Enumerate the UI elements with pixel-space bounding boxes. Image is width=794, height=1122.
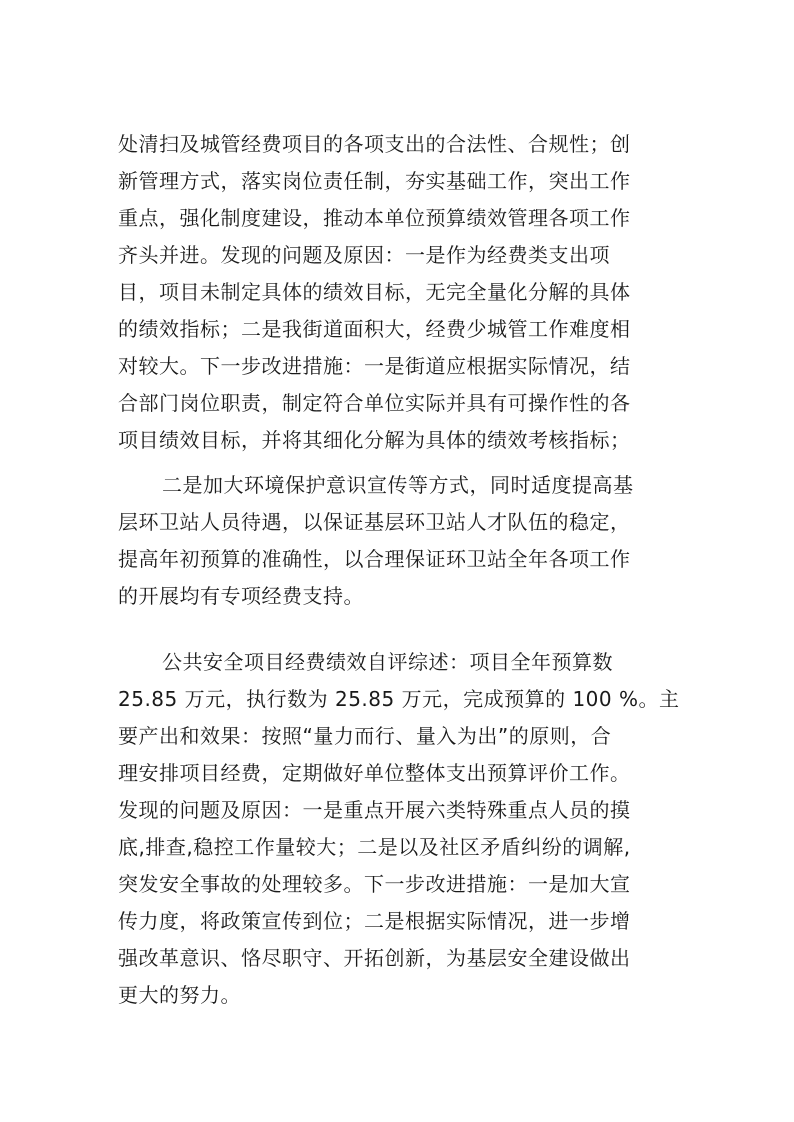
text-line: 公共安全项目经费绩效自评综述：项目全年预算数 (162, 650, 613, 674)
text-line: 强改革意识、恪尽职守、开拓创新，为基层安全建设做出 (118, 946, 631, 970)
text-line: 传力度，将政策宣传到位；二是根据实际情况，进一步增 (118, 909, 631, 933)
text-line: 底,排查,稳控工作量较大；二是以及社区矛盾纠纷的调解, (118, 835, 631, 859)
text-line: 对较大。下一步改进措施：一是街道应根据实际情况，结 (118, 354, 631, 378)
text-line: 新管理方式，落实岗位责任制，夯实基础工作，突出工作 (118, 169, 631, 193)
text-line: 二是加大环境保护意识宣传等方式，同时适度提高基 (162, 473, 634, 497)
paragraph-2 (118, 467, 678, 615)
text-line: 目，项目未制定具体的绩效目标，无完全量化分解的具体 (118, 280, 631, 304)
text-line: 的绩效指标；二是我街道面积大，经费少城管工作难度相 (118, 317, 631, 341)
text-line: 发现的问题及原因：一是重点开展六类特殊重点人员的摸 (118, 798, 631, 822)
text-line: 更大的努力。 (118, 983, 241, 1007)
text-line: 齐头并进。发现的问题及原因：一是作为经费类支出项 (118, 243, 610, 267)
paragraph-3 (118, 644, 678, 1014)
text-line: 的开展均有专项经费支持。 (118, 584, 364, 608)
text-line: 要产出和效果：按照“量力而行、量入为出”的原则，合 (118, 724, 612, 748)
text-line: 项目绩效目标，并将其细化分解为具体的绩效考核指标； (118, 428, 631, 452)
text-line: 突发安全事故的处理较多。下一步改进措施：一是加大宣 (118, 872, 631, 896)
text-line: 合部门岗位职责，制定符合单位实际并具有可操作性的各 (118, 391, 631, 415)
text-line: 25.85 万元，执行数为 25.85 万元，完成预算的 100 %。主 (118, 687, 680, 711)
text-line: 重点，强化制度建设，推动本单位预算绩效管理各项工作 (118, 206, 631, 230)
text-line: 处清扫及城管经费项目的各项支出的合法性、合规性；创 (118, 132, 631, 156)
paragraph-1 (118, 126, 678, 459)
text-line: 提高年初预算的准确性，以合理保证环卫站全年各项工作 (118, 547, 631, 571)
text-line: 理安排项目经费，定期做好单位整体支出预算评价工作。 (118, 761, 631, 785)
text-line: 层环卫站人员待遇，以保证基层环卫站人才队伍的稳定， (118, 510, 631, 534)
